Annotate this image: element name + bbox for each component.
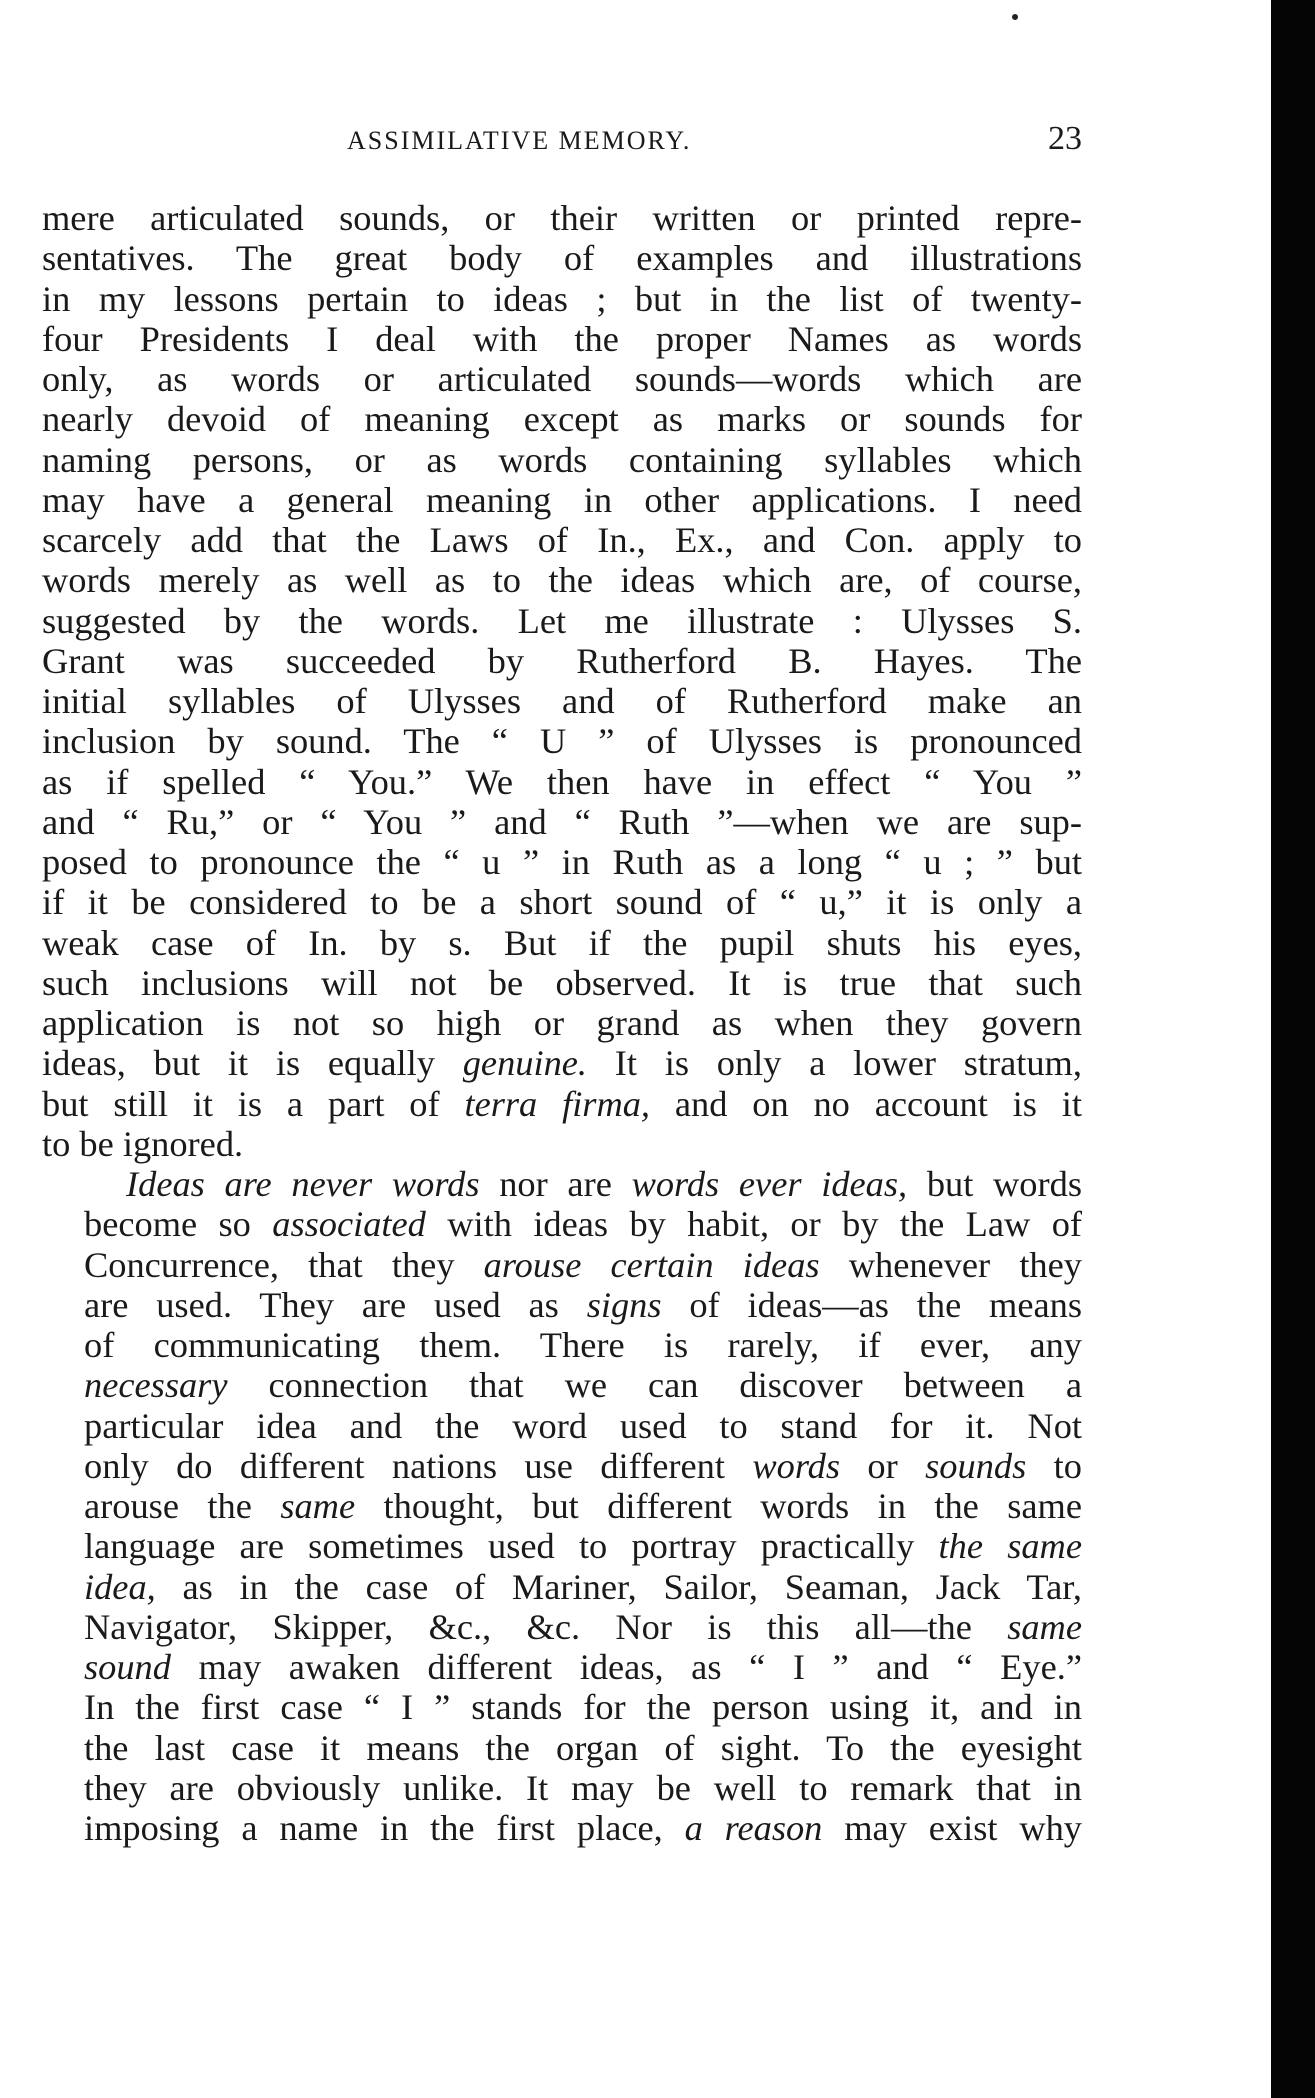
text-line	[42, 1567, 1082, 1607]
text-run: language are sometimes used to portray practically	[84, 1526, 915, 1567]
text-run: thought, but different words in the same	[383, 1486, 1083, 1526]
page-number: 23	[1048, 120, 1082, 157]
body-text	[42, 198, 1082, 1848]
text-line: the last case it means the organ of sight. To the eyesight	[84, 1727, 1082, 1768]
text-line: they are obviously unlike. It may be well to remark that in	[84, 1767, 1082, 1808]
italic-run: the same	[938, 1526, 1082, 1567]
text-line: words merely as well as to the ideas which are, of course,	[42, 560, 1082, 601]
page-header	[42, 120, 1082, 170]
text-run: Concurrence, that they	[84, 1244, 455, 1285]
text-line: sentatives. The great body of examples and illustrations	[42, 238, 1082, 279]
text-line: weak case of In. by s. But if the pupil shuts his eyes,	[42, 922, 1082, 963]
text-line	[42, 1526, 1082, 1566]
text-line	[42, 1084, 1082, 1124]
italic-run: a reason	[684, 1808, 823, 1848]
text-run: but words	[926, 1164, 1082, 1204]
italic-run: Ideas are never words	[126, 1164, 480, 1204]
text-line: inclusion by sound. The “ U ” of Ulysses is pronounced	[42, 721, 1082, 762]
text-run: may awaken different ideas, as “ I ” and “ Eye.”	[198, 1647, 1082, 1687]
scan-dark-edge	[1271, 0, 1315, 2098]
text-run: with ideas by habit, or by the Law of	[447, 1204, 1083, 1245]
text-line	[42, 1607, 1082, 1647]
italic-run: genuine.	[462, 1043, 588, 1084]
text-run: of ideas—as the means	[689, 1284, 1082, 1325]
text-line	[42, 1285, 1082, 1325]
text-line: such inclusions will not be observed. It is true that such	[42, 962, 1082, 1003]
text-line: if it be considered to be a short sound of “ u,” it is only a	[42, 882, 1082, 923]
text-line: in my lessons pertain to ideas ; but in the list of twenty-	[42, 278, 1082, 319]
text-run: to	[1053, 1445, 1082, 1486]
text-run: nor are	[499, 1164, 612, 1204]
italic-run: signs	[586, 1284, 662, 1325]
running-head: ASSIMILATIVE MEMORY.	[347, 126, 692, 155]
text-run: Navigator, Skipper, &c., &c. Nor is this all—the	[84, 1606, 972, 1647]
text-line: nearly devoid of meaning except as marks or sounds for	[42, 399, 1082, 440]
text-line	[42, 1647, 1082, 1687]
italic-run: idea,	[84, 1566, 156, 1607]
scan-speck	[1012, 14, 1018, 20]
italic-run: terra firma,	[464, 1083, 651, 1124]
text-line: particular idea and the word used to stand for it. Not	[84, 1405, 1082, 1446]
text-line	[42, 1365, 1082, 1405]
text-run: may exist why	[844, 1808, 1082, 1848]
italic-run: arouse certain ideas	[483, 1244, 820, 1285]
text-line: and “ Ru,” or “ You ” and “ Ruth ”—when we are sup-	[42, 801, 1082, 842]
text-run: are used. They are used as	[84, 1284, 559, 1325]
text-run: It is only a lower stratum,	[614, 1043, 1082, 1084]
text-line	[42, 1486, 1082, 1526]
italic-run: necessary	[84, 1365, 228, 1406]
text-line: to be ignored.	[42, 1123, 244, 1164]
text-line: scarcely add that the Laws of In., Ex., and Con. apply to	[42, 520, 1082, 560]
italic-run: same	[280, 1486, 356, 1526]
italic-run: sounds	[925, 1445, 1027, 1486]
paragraph-1	[42, 198, 1082, 1164]
text-line	[42, 1204, 1082, 1244]
text-run: arouse the	[84, 1486, 252, 1526]
text-line: as if spelled “ You.” We then have in effect “ You ”	[42, 761, 1082, 802]
text-run: connection that we can discover between a	[268, 1365, 1082, 1406]
italic-run: words	[752, 1445, 840, 1486]
text-run: become so	[84, 1204, 251, 1245]
text-run: imposing a name in the first place,	[84, 1808, 663, 1848]
text-run: whenever they	[848, 1244, 1082, 1285]
text-line: application is not so high or grand as when they govern	[42, 1003, 1082, 1043]
text-line: Grant was succeeded by Rutherford B. Hayes. The	[42, 640, 1082, 681]
text-run: as in the case of Mariner, Sailor, Seaman, Jack Tar,	[182, 1566, 1082, 1607]
text-line: naming persons, or as words containing syllables which	[42, 439, 1082, 480]
text-line	[42, 1446, 1082, 1486]
text-run: ideas, but it is equally	[42, 1043, 435, 1084]
text-line: posed to pronounce the “ u ” in Ruth as a long “ u ; ” but	[42, 842, 1082, 882]
text-run: only do different nations use different	[84, 1445, 725, 1486]
text-line	[42, 1808, 1082, 1848]
text-run: but still it is a part of	[42, 1083, 440, 1124]
text-run: or	[867, 1445, 898, 1486]
italic-run: associated	[272, 1204, 426, 1245]
text-line: In the first case “ I ” stands for the person using it, and in	[84, 1687, 1082, 1728]
text-line: suggested by the words. Let me illustrate : Ulysses S.	[42, 600, 1082, 641]
text-line: may have a general meaning in other applications. I need	[42, 479, 1082, 520]
text-line	[42, 1043, 1082, 1083]
italic-run: words ever ideas,	[631, 1164, 908, 1204]
italic-run: sound	[84, 1647, 171, 1687]
text-line	[42, 1164, 1082, 1204]
paragraph-2	[42, 1164, 1082, 1848]
text-line: only, as words or articulated sounds—words which are	[42, 359, 1082, 399]
italic-run: same	[1007, 1606, 1082, 1647]
text-line: initial syllables of Ulysses and of Rutherford make an	[42, 681, 1082, 721]
text-line: of communicating them. There is rarely, if ever, any	[84, 1325, 1082, 1365]
text-run: and on no account is it	[674, 1083, 1083, 1124]
text-line: four Presidents I deal with the proper Names as words	[42, 318, 1082, 359]
text-line: mere articulated sounds, or their written or printed repre-	[42, 198, 1082, 238]
text-line	[42, 1245, 1082, 1285]
